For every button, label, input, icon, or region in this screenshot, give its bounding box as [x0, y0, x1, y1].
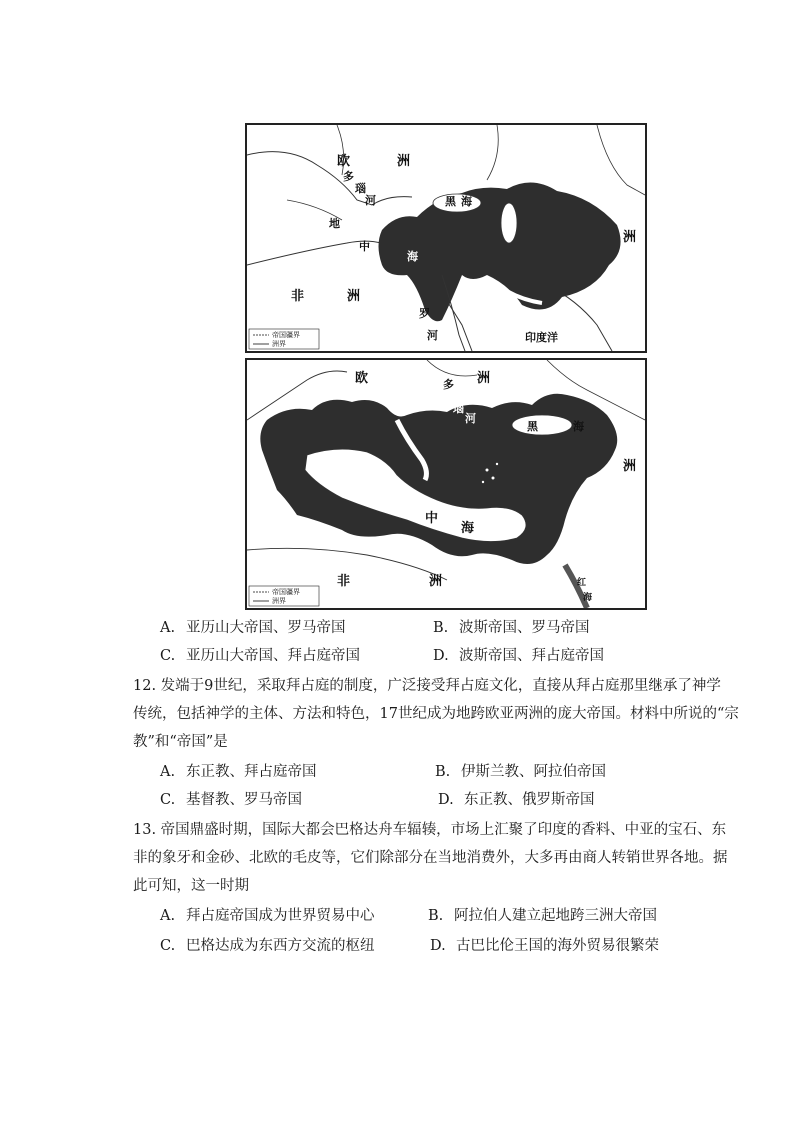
q13-option-a[interactable] — [160, 906, 375, 926]
q12-option-a-letter: A. — [160, 764, 176, 780]
q11-option-d[interactable] — [433, 646, 604, 666]
map2-danube-3: 河 — [465, 412, 476, 425]
map2-med-1: 地 — [357, 465, 368, 478]
q12-option-c-letter: C. — [160, 792, 176, 808]
map2-legend-continent: 洲界 — [272, 597, 286, 605]
q13-option-b-text: 阿拉伯人建立起地跨三洲大帝国 — [454, 908, 657, 924]
q12-option-a[interactable] — [160, 762, 317, 782]
q11-option-c-letter: C. — [160, 648, 176, 664]
map2-label-europe-2: 洲 — [477, 371, 491, 386]
map2-label-africa-2: 洲 — [429, 574, 443, 589]
q11-option-a-text: 亚历山大帝国、罗马帝国 — [186, 620, 346, 636]
map2-med-3: 海 — [461, 521, 475, 536]
q13-option-d[interactable] — [430, 936, 659, 956]
q13-option-d-text: 古巴比伦王国的海外贸易很繁荣 — [456, 938, 659, 954]
q13-option-c[interactable] — [160, 936, 375, 956]
q12-stem-line-2: 传统，包括神学的主体、方法和特色，17世纪成为地跨欧亚两洲的庞大帝国。材料中所说的“宗 — [133, 706, 739, 722]
q12-stem-line-3: 教”和“帝国”是 — [133, 734, 228, 750]
q12-option-d-text: 东正教、俄罗斯帝国 — [464, 792, 595, 808]
map2-blacksea-2: 海 — [573, 420, 584, 433]
q11-option-c[interactable] — [160, 646, 360, 666]
map1-legend-continent: 洲界 — [272, 340, 286, 348]
map1-label-africa-2: 洲 — [347, 289, 361, 304]
q11-option-d-text: 波斯帝国、拜占庭帝国 — [459, 648, 604, 664]
map1-danube-1: 多 — [343, 170, 354, 183]
map2-label-europe-1: 欧 — [355, 371, 369, 386]
map1-med-1: 地 — [329, 217, 340, 230]
map2-danube-2: 瑙 — [453, 402, 464, 415]
map1-danube-2: 瑙 — [355, 182, 366, 195]
map2-redsea-1: 红 — [577, 578, 587, 588]
map2-med-2: 中 — [425, 511, 439, 526]
map1-indian-ocean: 印度洋 — [525, 331, 558, 344]
q12-option-b-letter: B. — [435, 764, 451, 780]
map2-legend-empire: 帝国疆界 — [272, 588, 300, 596]
q12-stem-line-1: 12. 发端于9世纪，采取拜占庭的制度，广泛接受拜占庭文化，直接从拜占庭那里继承了神学 — [133, 678, 721, 694]
q11-option-b[interactable] — [433, 618, 590, 638]
map1-label-asia: 洲 — [623, 230, 637, 245]
map1-label-europe-1: 欧 — [337, 154, 351, 169]
map1-blacksea-1: 黑 — [445, 195, 456, 208]
q12-option-b[interactable] — [435, 762, 606, 782]
map2-legend — [249, 586, 319, 606]
q13-option-a-text: 拜占庭帝国成为世界贸易中心 — [186, 908, 375, 924]
q13-option-a-letter: A. — [160, 908, 176, 924]
q12-option-a-text: 东正教、拜占庭帝国 — [186, 764, 317, 780]
map-persian-empire — [245, 123, 647, 353]
map2-redsea-2: 海 — [583, 593, 593, 603]
map1-label-africa-1: 非 — [291, 289, 305, 304]
q12-option-d[interactable] — [438, 790, 595, 810]
map2-blacksea-1: 黑 — [527, 420, 538, 433]
q13-option-c-text: 巴格达成为东西方交流的枢纽 — [186, 938, 375, 954]
q12-option-c[interactable] — [160, 790, 302, 810]
q12-option-c-text: 基督教、罗马帝国 — [186, 792, 302, 808]
q12-option-d-letter: D. — [438, 792, 454, 808]
map1-legend-empire: 帝国疆界 — [272, 331, 300, 339]
q13-stem-line-3: 此可知，这一时期 — [133, 878, 249, 894]
map1-nile-2: 河 — [427, 329, 438, 342]
q11-option-a-letter: A. — [160, 620, 176, 636]
q13-option-b-letter: B. — [428, 908, 444, 924]
map2-label-africa-1: 非 — [337, 574, 351, 589]
map1-blacksea-2: 海 — [461, 195, 472, 208]
q11-option-b-letter: B. — [433, 620, 449, 636]
q11-option-c-text: 亚历山大帝国、拜占庭帝国 — [186, 648, 360, 664]
map1-med-3: 海 — [407, 250, 418, 263]
q13-stem-line-2: 非的象牙和金砂、北欧的毛皮等，它们除部分在当地消费外，大多再由商人转销世界各地。据 — [133, 850, 728, 866]
q11-option-a[interactable] — [160, 618, 346, 638]
q12-option-b-text: 伊斯兰教、阿拉伯帝国 — [461, 764, 606, 780]
q13-stem-line-1: 13. 帝国鼎盛时期，国际大都会巴格达舟车辐辏，市场上汇聚了印度的香料、中亚的宝石、东 — [133, 822, 727, 838]
q13-option-c-letter: C. — [160, 938, 176, 954]
map-roman-empire — [245, 358, 647, 610]
map1-med-2: 中 — [359, 240, 370, 253]
map1-legend — [249, 329, 319, 349]
map1-nile-1: 罗 — [419, 307, 430, 320]
map1-label-europe-2: 洲 — [397, 154, 411, 169]
map2-danube-1: 多 — [443, 378, 454, 391]
map2-label-asia: 洲 — [623, 459, 637, 474]
q11-option-b-text: 波斯帝国、罗马帝国 — [459, 620, 590, 636]
q13-option-b[interactable] — [428, 906, 657, 926]
map1-danube-3: 河 — [365, 194, 376, 207]
q11-option-d-letter: D. — [433, 648, 449, 664]
q13-option-d-letter: D. — [430, 938, 446, 954]
